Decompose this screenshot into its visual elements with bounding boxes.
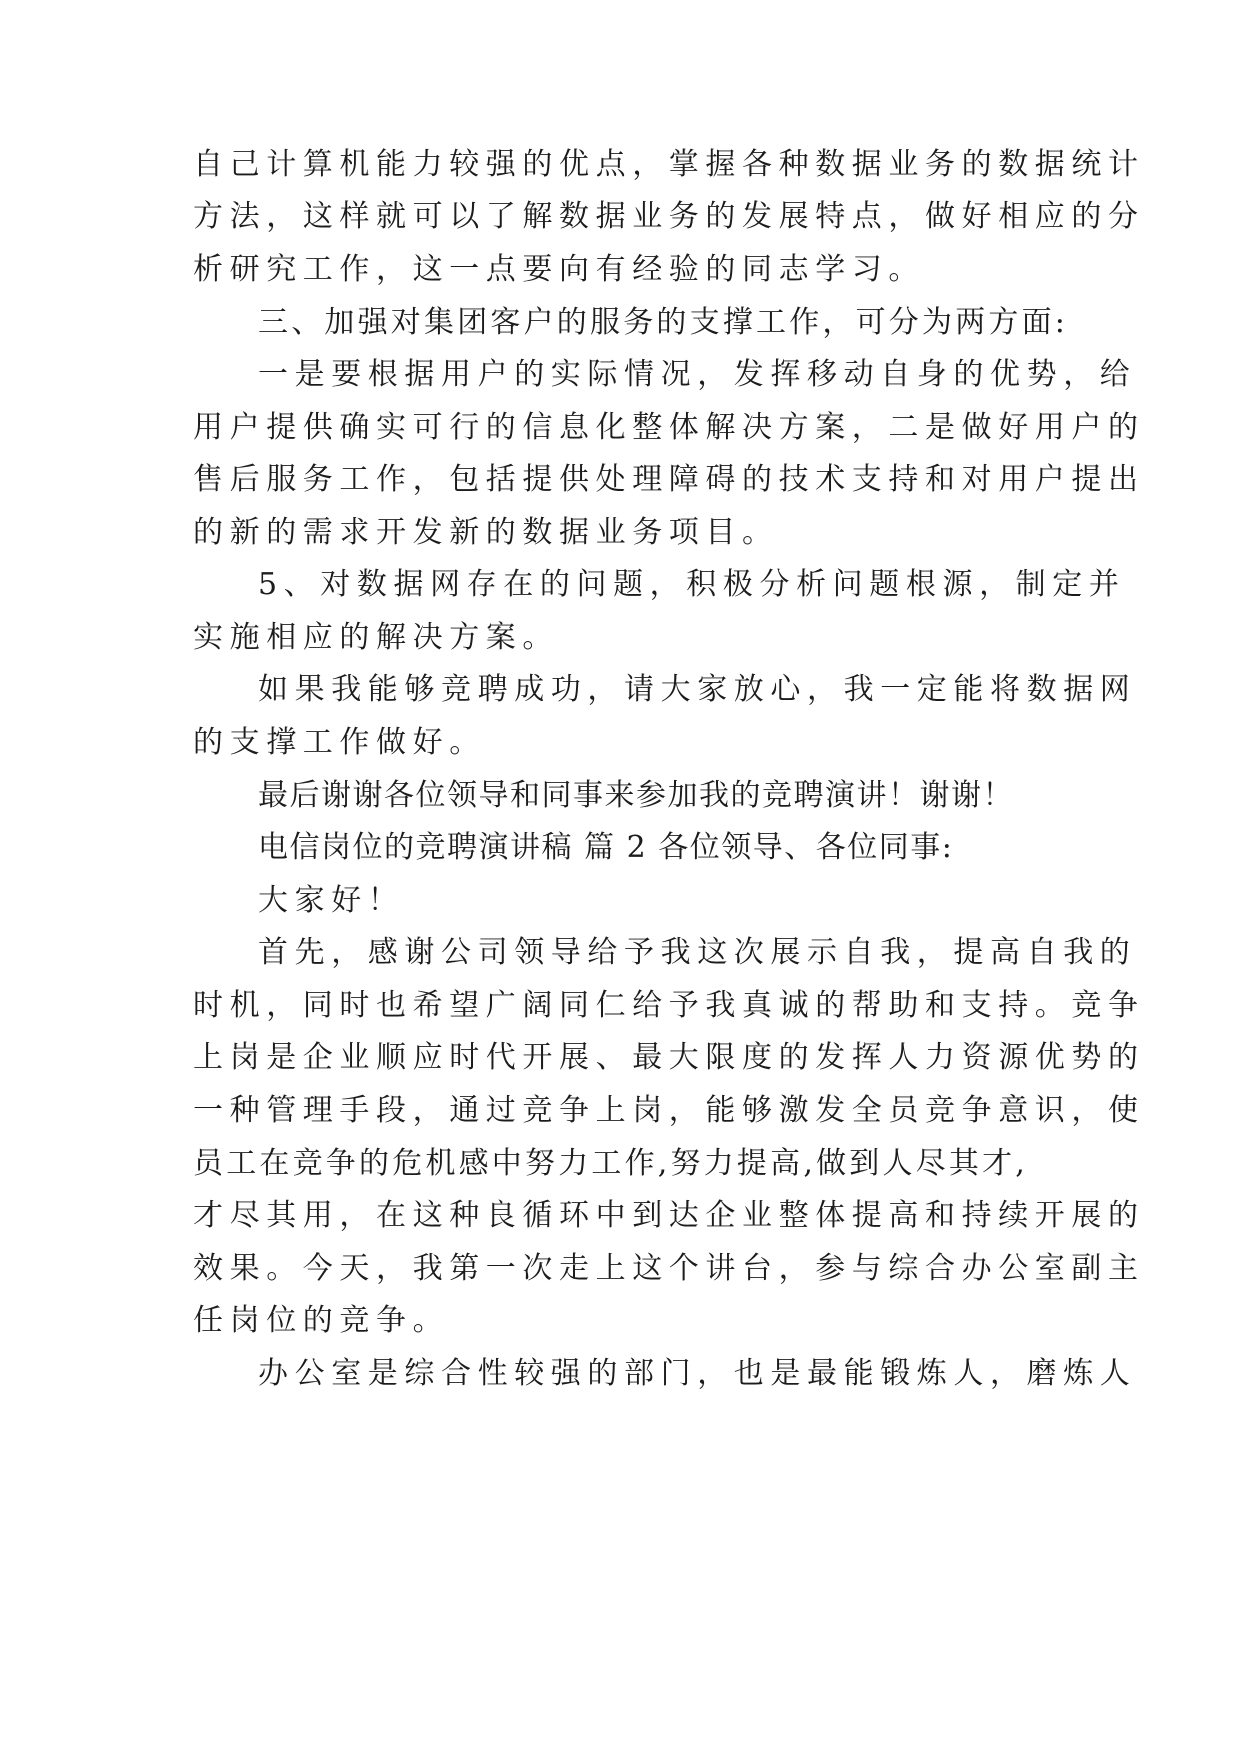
text-line: 员工在竞争的危机感中努力工作,努力提高,做到人尽其才, [193, 1146, 1029, 1181]
text-line: 一种管理手段，通过竞争上岗，能够激发全员竞争意识，使 [193, 1093, 1145, 1128]
text-line: 方法，这样就可以了解数据业务的发展特点，做好相应的分 [193, 199, 1145, 234]
text-line: 办公室是综合性较强的部门，也是最能锻炼人，磨炼人 [258, 1356, 1137, 1391]
text-line: 上岗是企业顺应时代开展、最大限度的发挥人力资源优势的 [193, 1040, 1145, 1075]
text-line: 时机，同时也希望广阔同仁给予我真诚的帮助和支持。竞争 [193, 988, 1145, 1023]
text-line: 任岗位的竞争。 [193, 1303, 450, 1338]
text-line: 大家好！ [258, 883, 405, 918]
text-line: 实施相应的解决方案。 [193, 620, 559, 655]
text-line: 一是要根据用户的实际情况，发挥移动自身的优势，给 [258, 357, 1137, 392]
text-line: 三、加强对集团客户的服务的支撑工作，可分为两方面: [258, 305, 1069, 340]
text-line: 自己计算机能力较强的优点，掌握各种数据业务的数据统计 [193, 147, 1145, 182]
text-line: 效果。今天，我第一次走上这个讲台，参与综合办公室副主 [193, 1251, 1145, 1286]
text-line: 的支撑工作做好。 [193, 725, 486, 760]
text-line: 的新的需求开发新的数据业务项目。 [193, 515, 779, 550]
text-line: 用户提供确实可行的信息化整体解决方案，二是做好用户的 [193, 410, 1145, 445]
text-line: 首先，感谢公司领导给予我这次展示自我，提高自我的 [258, 935, 1137, 970]
text-line: 才尽其用，在这种良循环中到达企业整体提高和持续开展的 [193, 1198, 1145, 1233]
text-line: 最后谢谢各位领导和同事来参加我的竞聘演讲！谢谢！ [258, 778, 1014, 813]
text-line: 电信岗位的竞聘演讲稿 篇 2 各位领导、各位同事: [258, 830, 954, 865]
text-line: 5、对数据网存在的问题，积极分析问题根源，制定并 [258, 567, 1126, 602]
text-line: 售后服务工作，包括提供处理障碍的技术支持和对用户提出 [193, 462, 1145, 497]
text-line: 如果我能够竞聘成功，请大家放心，我一定能将数据网 [258, 672, 1137, 707]
text-line: 析研究工作，这一点要向有经验的同志学习。 [193, 252, 925, 287]
